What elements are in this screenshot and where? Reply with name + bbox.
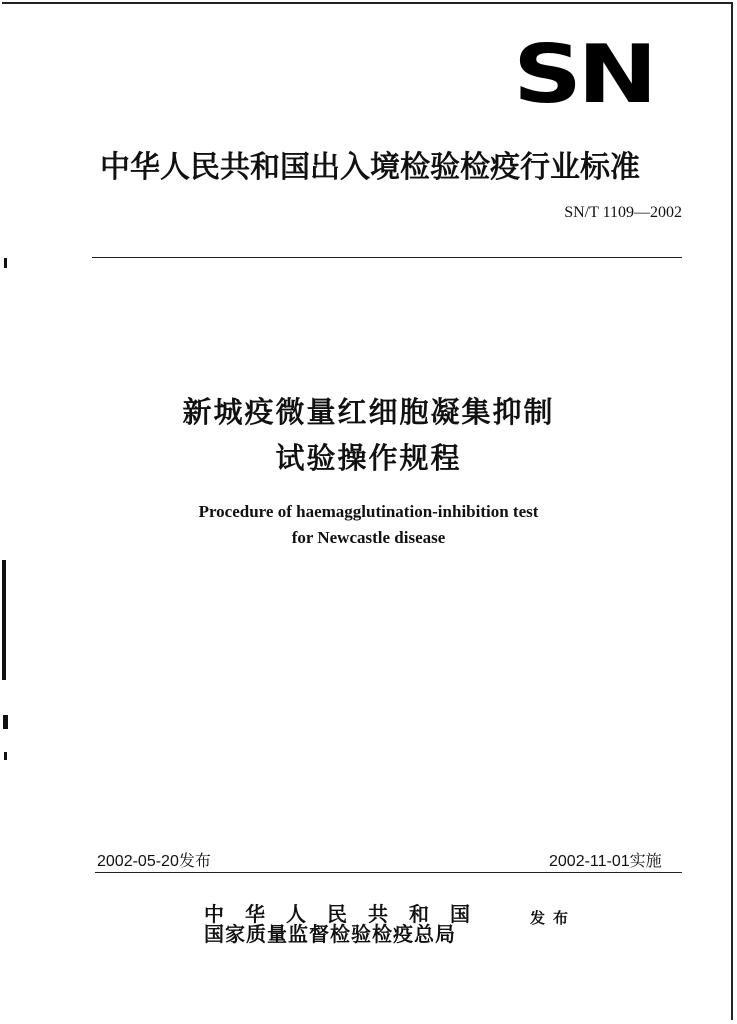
scan-mark bbox=[4, 752, 7, 760]
footer-divider bbox=[95, 872, 682, 873]
issuer-action: 发布 bbox=[530, 909, 577, 927]
issuer-line2: 国家质量监督检验检疫总局 bbox=[204, 922, 456, 946]
title-english-line2: for Newcastle disease bbox=[291, 528, 446, 547]
issuer-line1: 中华人民共和国 bbox=[204, 902, 491, 926]
organization-title: 中华人民共和国出入境检验检疫行业标准 bbox=[100, 150, 640, 185]
scan-mark bbox=[3, 715, 8, 729]
title-chinese-line1: 新城疫微量红细胞凝集抑制 bbox=[182, 395, 555, 429]
scan-mark bbox=[2, 560, 6, 680]
sn-logo: SN bbox=[513, 28, 653, 121]
standard-code: SN/T 1109—2002 bbox=[564, 204, 682, 221]
title-chinese-line2: 试验操作规程 bbox=[275, 441, 462, 475]
implemented-date: 2002-11-01实施 bbox=[549, 853, 662, 870]
header-divider bbox=[92, 257, 682, 258]
published-date: 2002-05-20发布 bbox=[97, 853, 211, 870]
scan-mark bbox=[4, 258, 7, 268]
title-english-line1: Procedure of haemagglutination-inhibition test bbox=[198, 502, 539, 521]
